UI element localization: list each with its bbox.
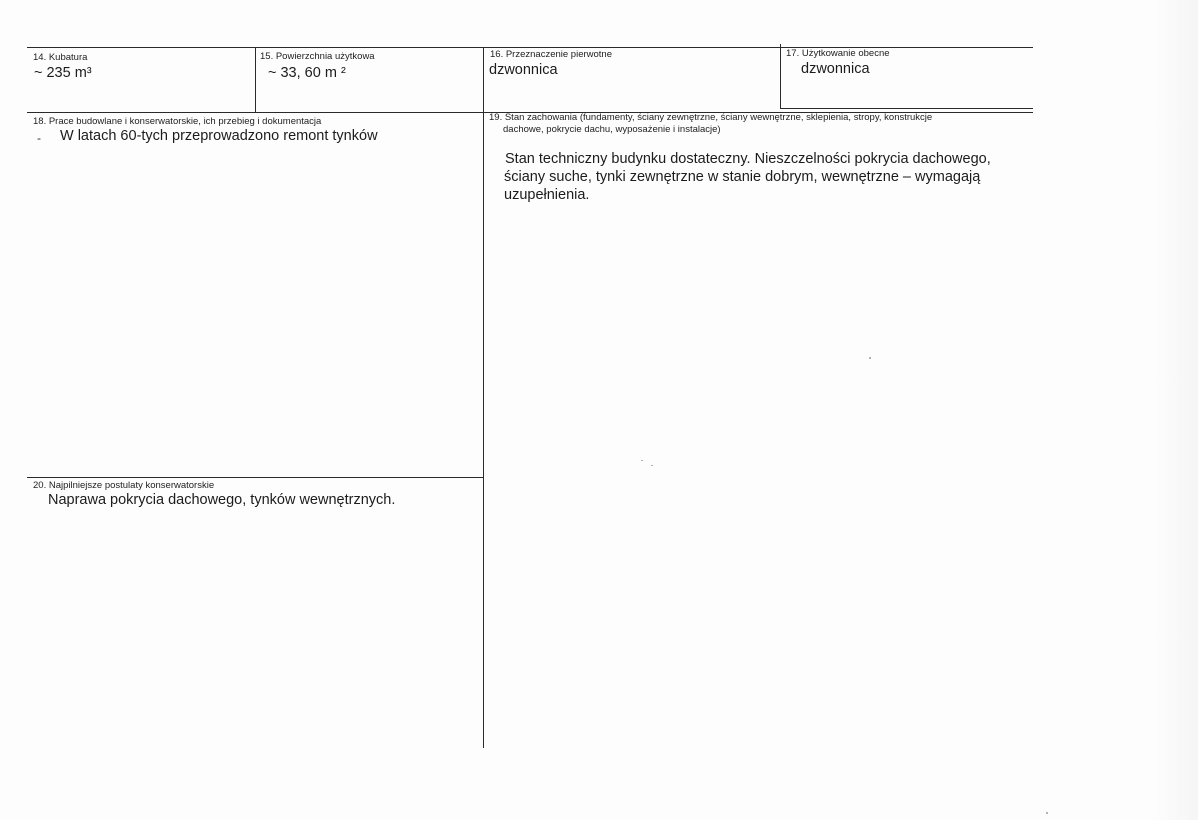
scan-speck [869, 357, 871, 359]
field16-label: 16. Przeznaczenie pierwotne [490, 49, 612, 60]
scan-speck [641, 460, 643, 461]
field15-label: 15. Powierzchnia użytkowa [260, 51, 375, 62]
divider-16-17 [780, 44, 781, 108]
field14-label: 14. Kubatura [33, 52, 88, 63]
scan-speck [651, 465, 653, 466]
field16-value: dzwonnica [489, 62, 558, 78]
field20-value: Naprawa pokrycia dachowego, tynków wewnętrznych. [48, 492, 396, 508]
divider-15-16 [483, 47, 484, 112]
field18-bullet: - [37, 131, 41, 145]
main-column-divider [483, 112, 484, 748]
field18-label: 18. Prace budowlane i konserwatorskie, ich przebieg i dokumentacja [33, 116, 322, 127]
field18-value: W latach 60-tych przeprowadzono remont tynków [60, 128, 378, 144]
scan-shadow-edge [1156, 0, 1198, 820]
field20-label: 20. Najpilniejsze postulaty konserwatorskie [33, 480, 215, 491]
field19-label-line2: dachowe, pokrycie dachu, wyposażenie i instalacje) [503, 124, 721, 135]
top-row-bottom-border-right [780, 108, 1033, 109]
field17-value: dzwonnica [801, 61, 870, 77]
divider-14-15 [255, 47, 256, 112]
field19-value-line2: ściany suche, tynki zewnętrzne w stanie dobrym, wewnętrzne – wymagają [504, 169, 981, 185]
scan-speck [1046, 812, 1048, 814]
field14-value: ~ 235 m³ [34, 65, 92, 81]
field19-value-line3: uzupełnienia. [504, 187, 590, 203]
divider-18-20 [27, 477, 483, 478]
field15-value: ~ 33, 60 m ² [268, 65, 346, 81]
field17-label: 17. Użytkowanie obecne [786, 48, 890, 59]
field19-label-line1: 19. Stan zachowania (fundamenty, ściany zewnętrzne, ściany wewnętrzne, sklepienia, stropy, konstrukcje [489, 112, 933, 123]
field19-value-line1: Stan techniczny budynku dostateczny. Nieszczelności pokrycia dachowego, [505, 151, 991, 167]
